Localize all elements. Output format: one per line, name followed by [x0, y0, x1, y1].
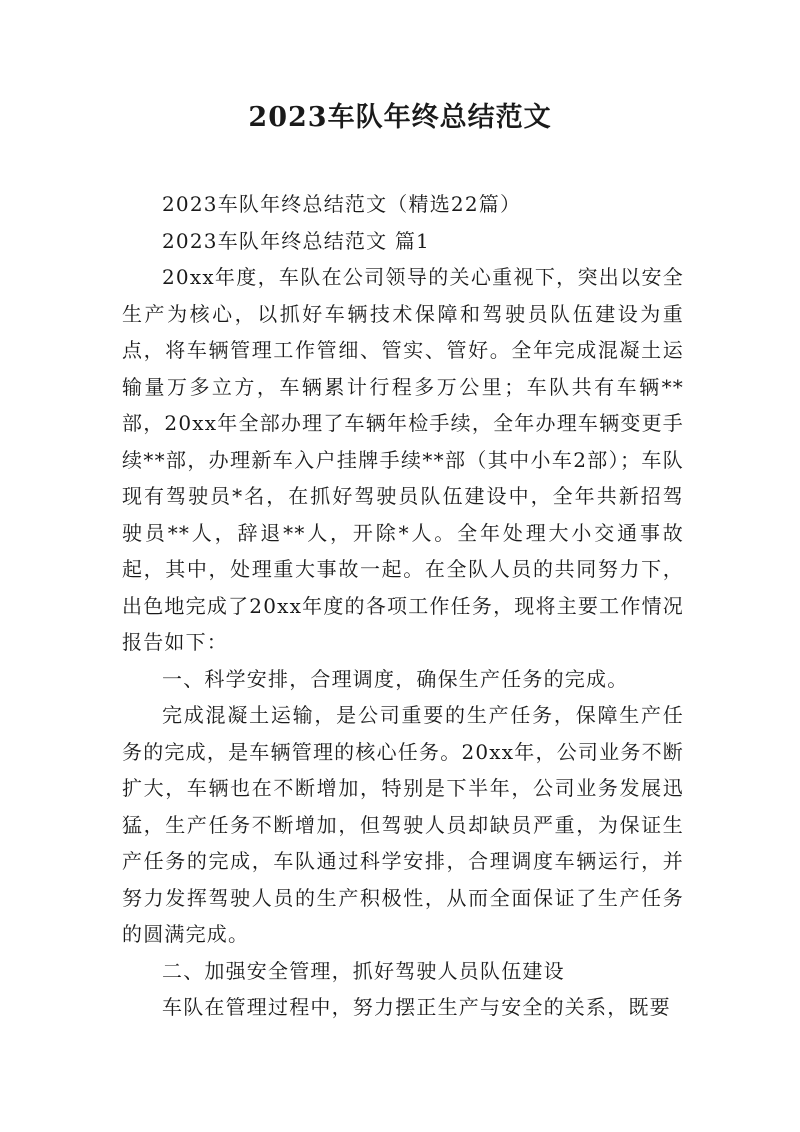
- document-title: 2023车队年终总结范文: [248, 102, 552, 133]
- document-body: [122, 186, 684, 1026]
- subheading-paragraph: 二、加强安全管理，抓好驾驶人员队伍建设: [162, 958, 565, 983]
- subtitle-paragraph: 2023车队年终总结范文（精选22篇）: [162, 192, 522, 216]
- body-paragraph: 车队在管理过程中，努力摆正生产与安全的关系，既要: [162, 995, 671, 1019]
- body-paragraph: 20xx年度，车队在公司领导的关心重视下，突出以安全生产为核心，以抓好车辆技术保障和驾驶员队伍建设为重点，将车辆管理工作管细、管实、管好。全年完成混凝土运输量万多立方，车辆累计行程多万公里；车队共有车辆**部，20xx年全部办理了车辆年检手续，全年办理车辆变更手续**部，办理新车入户挂牌手续**部（其中小车2部）；车队现有驾驶员*名，在抓好驾驶员队伍建设中，全年共新招驾驶员**人，辞退**人，开除*人。全年处理大小交通事故起，其中，处理重大事故一起。在全队人员的共同努力下，出色地完成了20xx年度的各项工作任务，现将主要工作情况报告如下：: [122, 265, 684, 654]
- section-heading: 2023车队年终总结范文 篇1: [162, 228, 430, 253]
- body-paragraph: 完成混凝土运输，是公司重要的生产任务，保障生产任务的完成，是车辆管理的核心任务。20xx年，公司业务不断扩大，车辆也在不断增加，特别是下半年，公司业务发展迅猛，生产任务不断增加，但驾驶人员却缺员严重，为保证生产任务的完成，车队通过科学安排，合理调度车辆运行，并努力发挥驾驶人员的生产积极性，从而全面保证了生产任务的圆满完成。: [122, 703, 684, 946]
- subheading-paragraph: 一、科学安排，合理调度，确保生产任务的完成。: [162, 666, 629, 691]
